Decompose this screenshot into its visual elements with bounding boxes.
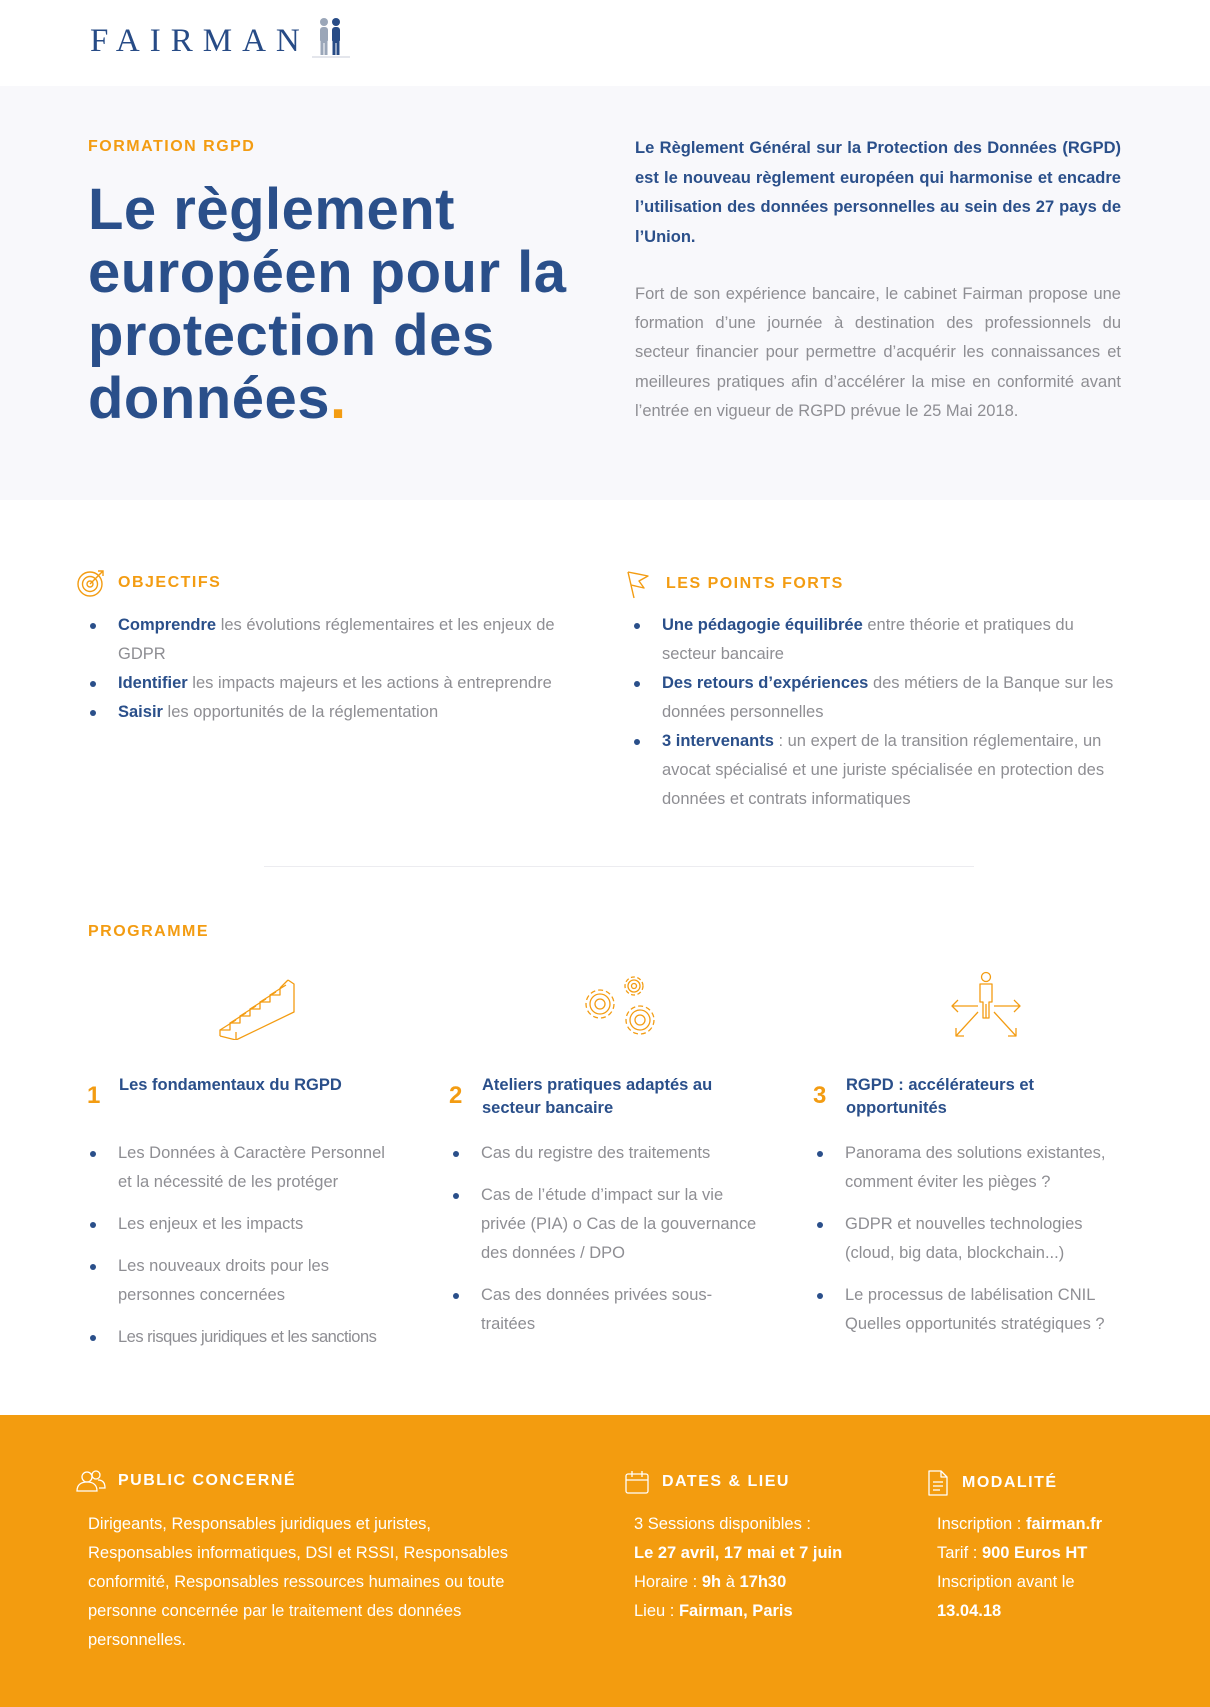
horaire-label: Horaire :: [634, 1573, 702, 1591]
deadline-label: Inscription avant le: [937, 1573, 1075, 1591]
hero-label: FORMATION RGPD: [88, 138, 256, 155]
horaire-start: 9h: [701, 1573, 722, 1591]
tarif-label: Tarif :: [937, 1544, 982, 1562]
module-list: [451, 1139, 761, 1352]
list-item: [632, 611, 1122, 669]
lieu-value: Fairman, Paris: [678, 1602, 793, 1620]
calendar-icon: [624, 1469, 650, 1495]
list-item: [88, 611, 578, 669]
horaire-sep: à: [721, 1573, 740, 1591]
dates-title: DATES & LIEU: [662, 1473, 790, 1490]
module-list: [88, 1139, 398, 1365]
title-dot: .: [330, 366, 347, 431]
list-item: Les nouveaux droits pour les personnes concernées: [88, 1252, 398, 1310]
modalite-heading: [926, 1469, 1058, 1497]
module-list: [815, 1139, 1127, 1352]
module-number: 3: [813, 1082, 827, 1109]
divider: [264, 866, 974, 867]
objectifs-list: [88, 611, 578, 727]
objectif-text: les évolutions réglementaires et les enjeux de GDPR: [118, 616, 555, 663]
module-title: RGPD : accélérateurs et opportunités: [846, 1076, 1035, 1117]
logo-figures-icon: [312, 16, 350, 58]
list-item: [632, 669, 1122, 727]
page-title-text: Le règlement européen pour la protection des données: [88, 177, 567, 431]
logo: [90, 14, 350, 58]
list-item: [88, 698, 578, 727]
list-item: Le processus de labélisation CNIL Quelles opportunités stratégiques ?: [815, 1281, 1127, 1339]
objectif-strong: Identifier: [118, 674, 188, 692]
logo-text: FAIRMAN: [90, 23, 310, 59]
point-strong: Une pédagogie équilibrée: [662, 616, 863, 634]
objectif-strong: Saisir: [118, 703, 163, 721]
dates-heading: [624, 1469, 790, 1495]
lieu-label: Lieu :: [634, 1602, 679, 1620]
deadline-value: 13.04.18: [937, 1602, 1002, 1620]
points-forts-list: [632, 611, 1122, 814]
public-title: PUBLIC CONCERNÉ: [118, 1472, 297, 1489]
person-arrows-icon: [950, 970, 1022, 1042]
module-title: Ateliers pratiques adaptés au secteur bancaire: [482, 1076, 713, 1117]
public-text: Dirigeants, Responsables juridiques et juristes, Responsables informatiques, DSI et RSSI, Responsables conformité, Responsables ressources humaines ou toute personne concernée par le traitement des données personnelles.: [88, 1515, 509, 1649]
point-strong: 3 intervenants: [662, 732, 774, 750]
modalite-title: MODALITÉ: [962, 1474, 1058, 1491]
tarif-value: 900 Euros HT: [981, 1544, 1088, 1562]
point-text: : un expert de la transition réglementaire, un avocat spécialisé et une juriste spécialisée en protection des données et contrats informatiques: [662, 732, 1105, 808]
gears-icon: [578, 970, 664, 1044]
public-heading: [76, 1469, 296, 1493]
list-item: Cas de l’étude d’impact sur la vie privée (PIA) o Cas de la gouvernance des données / DPO: [451, 1181, 761, 1268]
modalite-content: [937, 1510, 1167, 1626]
point-strong: Des retours d’expériences: [662, 674, 869, 692]
programme-heading: PROGRAMME: [88, 923, 210, 940]
stairs-icon: [216, 970, 296, 1040]
page-title: [88, 178, 588, 430]
list-item: [88, 669, 578, 698]
module-number: 1: [87, 1082, 101, 1109]
objectifs-title: OBJECTIFS: [118, 574, 222, 591]
list-item: [632, 727, 1122, 814]
list-item: Les enjeux et les impacts: [88, 1210, 398, 1239]
module-number: 2: [449, 1082, 463, 1109]
hero-intro: Le Règlement Général sur la Protection des Données (RGPD) est le nouveau règlement européen qui harmonise et encadre l’utilisation des données personnelles au sein des 27 pays de l’Union.: [635, 139, 1121, 246]
objectif-text: les impacts majeurs et les actions à entreprendre: [187, 674, 552, 692]
inscription-label: Inscription :: [937, 1515, 1026, 1533]
point-text: entre théorie et pratiques du secteur bancaire: [662, 616, 1074, 663]
list-item: Les Données à Caractère Personnel et la nécessité de les protéger: [88, 1139, 398, 1197]
sessions-dates: Le 27 avril, 17 mai et 7 juin: [634, 1544, 843, 1562]
people-icon: [76, 1469, 106, 1493]
hero-description: Fort de son expérience bancaire, le cabinet Fairman propose une formation d’une journée à destination des professionnels du secteur financier pour permettre d’acquérir les connaissances et meilleures pratiques afin d’accélérer la mise en conformité avant l’entrée en vigueur de RGPD prévue le 25 Mai 2018.: [635, 285, 1121, 420]
points-forts-title: LES POINTS FORTS: [666, 575, 844, 592]
target-icon: [76, 568, 106, 598]
module-title: Les fondamentaux du RGPD: [119, 1076, 342, 1094]
objectifs-heading: [76, 568, 221, 598]
list-item: Cas des données privées sous-traitées: [451, 1281, 761, 1339]
dates-content: [634, 1510, 894, 1626]
inscription-link[interactable]: fairman.fr: [1025, 1515, 1103, 1533]
list-item: Cas du registre des traitements: [451, 1139, 761, 1168]
document-icon: [926, 1469, 950, 1497]
sessions-label: 3 Sessions disponibles :: [634, 1515, 812, 1533]
list-item: Les risques juridiques et les sanctions: [88, 1323, 398, 1352]
objectif-text: les opportunités de la réglementation: [162, 703, 439, 721]
horaire-end: 17h30: [739, 1573, 787, 1591]
list-item: GDPR et nouvelles technologies (cloud, big data, blockchain...): [815, 1210, 1127, 1268]
list-item: Panorama des solutions existantes, comment éviter les pièges ?: [815, 1139, 1127, 1197]
points-forts-heading: [624, 568, 844, 600]
point-text: des métiers de la Banque sur les données personnelles: [662, 674, 1114, 721]
flag-icon: [624, 568, 654, 600]
objectif-strong: Comprendre: [118, 616, 217, 634]
